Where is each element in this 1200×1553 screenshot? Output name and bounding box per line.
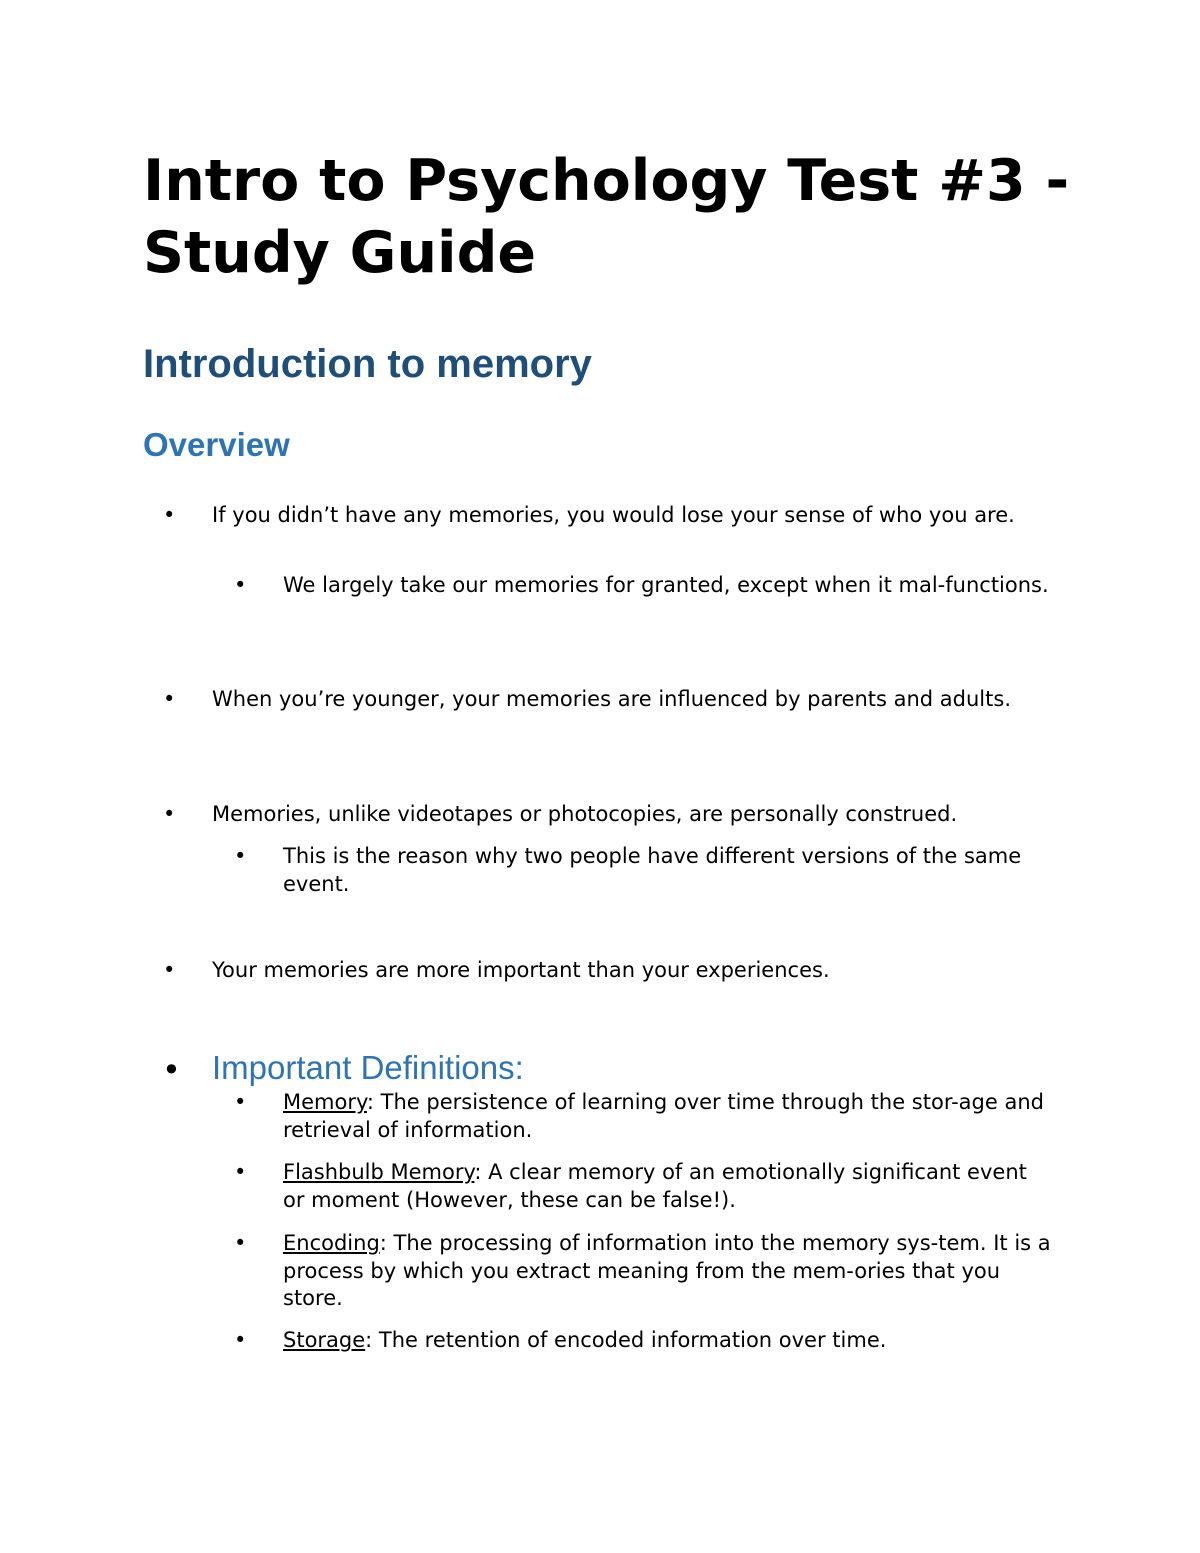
definition-term: Encoding [283,1231,380,1255]
bullet-icon: • [234,1231,247,1255]
definition-item [283,1159,1053,1214]
sub-list-item: We largely take our memories for granted, except when it mal-functions. [283,573,1049,597]
definition-text: : The persistence of learning over time through the stor-age and retrieval of information. [283,1090,1044,1142]
definition-text: : The processing of information into the memory sys-tem. It is a process by which you extract meaning from the mem-ories that you store. [283,1231,1051,1310]
bullet-icon: • [163,503,176,527]
bullet-icon: • [234,844,247,868]
definition-term: Storage [283,1328,366,1352]
bullet-icon: • [163,687,176,711]
subsection-heading: Overview [143,426,290,463]
definition-text: : The retention of encoded information over time. [365,1328,887,1352]
bullet-icon: • [234,1160,247,1184]
list-item: Your memories are more important than your experiences. [212,958,830,982]
definitions-heading: Important Definitions: [212,1049,524,1086]
definition-term: Memory [283,1090,367,1114]
section-heading: Introduction to memory [143,342,592,386]
bullet-icon: • [162,1051,181,1089]
list-item: Memories, unlike videotapes or photocopies, are personally construed. [212,802,958,826]
definition-item [283,1327,1053,1355]
definition-item [283,1089,1053,1144]
bullet-icon: • [234,1090,247,1114]
definition-item [283,1230,1053,1313]
definition-term: Flashbulb Memory [283,1160,475,1184]
sub-list-item: This is the reason why two people have different versions of the same event. [283,844,1022,896]
list-item: When you’re younger, your memories are influenced by parents and adults. [212,687,1011,711]
bullet-icon: • [163,958,176,982]
bullet-icon: • [163,802,176,826]
document-title: Intro to Psychology Test #3 - Study Guide [143,148,1070,286]
bullet-icon: • [234,573,247,597]
list-item: If you didn’t have any memories, you would lose your sense of who you are. [212,503,1015,527]
definition-text: : A clear memory of an emotionally significant event or moment (However, these can be false!). [283,1160,1027,1212]
bullet-icon: • [234,1328,247,1352]
